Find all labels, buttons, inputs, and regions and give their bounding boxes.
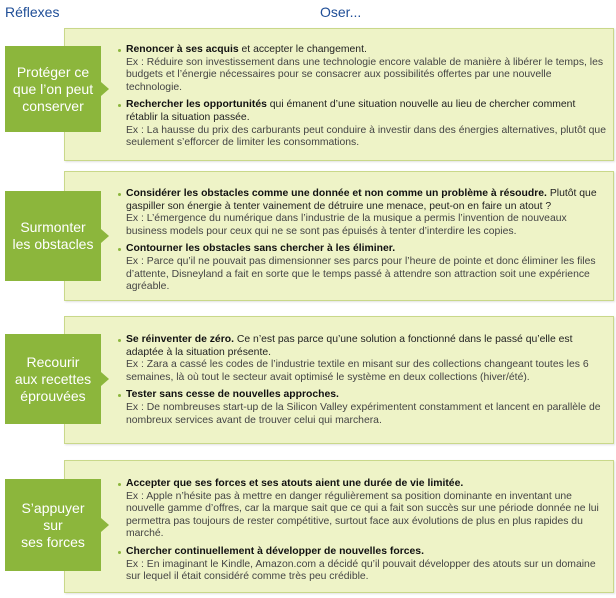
bullet-icon <box>118 483 121 486</box>
action-item <box>118 243 608 293</box>
action-example: Ex : Zara a cassé les codes de l’industrie textile en misant sur des collections changeant toutes les 6 semaines, là où tout le secteur avait optimisé le système en deux collections (hiver/été). <box>126 359 589 383</box>
action-item <box>118 546 608 584</box>
action-item <box>118 478 608 541</box>
bullet-icon <box>118 551 121 554</box>
action-example: Ex : La hausse du prix des carburants peut conduire à investir dans des énergies alternatives, plutôt que seulement s’efforcer de limiter les consommations. <box>126 124 606 149</box>
header-oser: Oser... <box>320 4 362 20</box>
action-text: Ce n’est pas parce qu’une solution a fonctionné dans le passé qu’elle est adaptée à la situation présente. <box>126 334 573 358</box>
action-title: Accepter que ses forces et ses atouts aient une durée de vie limitée. <box>126 478 464 489</box>
bullet-icon <box>118 248 121 251</box>
action-title: Contourner les obstacles sans chercher à les éliminer. <box>126 243 396 255</box>
reflex-label-line: Protéger ce <box>16 63 90 80</box>
reflex-label-line: Surmonter <box>20 219 86 235</box>
row-proteger <box>0 28 616 161</box>
action-item <box>118 389 608 427</box>
bullet-icon <box>118 339 121 342</box>
action-text: qui émanent d’une situation nouvelle au lieu de chercher comment rétablir la situation passée. <box>126 99 576 123</box>
action-list <box>118 334 608 432</box>
badge-arrow <box>101 229 109 243</box>
reflex-label-line: que l’on peut <box>12 80 94 97</box>
action-example: Ex : L’émergence du numérique dans l’industrie de la musique a permis l’invention de nouveaux business models pour ceux qui ne se sont pas épuisés à tenter d’interdire les copies. <box>126 213 567 237</box>
reflex-label-line: conserver <box>22 97 84 114</box>
action-item <box>118 334 608 384</box>
action-list <box>118 188 608 299</box>
action-text: et accepter le changement. <box>238 44 367 55</box>
bullet-icon <box>118 193 121 196</box>
reflex-label-line: S’appuyer sur <box>21 499 85 533</box>
action-example: Ex : Réduire son investissement dans une technologie encore valable de manière à libérer le temps, les budgets et l’énergie nécessaires pour se consacrer aux possibilités offertes par une nouvelle technologie. <box>126 56 604 93</box>
reflex-label-line: Recourir <box>26 353 80 370</box>
action-title: Renoncer à ses acquis <box>126 44 239 55</box>
badge-arrow <box>101 82 109 96</box>
bullet-icon <box>118 104 121 107</box>
action-text: Plutôt que gaspiller son énergie à tenter vainement de détruire une menace, peut-on en faire un atout ? <box>126 188 597 212</box>
action-example: Ex : En imaginant le Kindle, Amazon.com a décidé qu’il pouvait développer des atouts sur un domaine sur lequel il était considéré comme très peu crédible. <box>126 558 596 583</box>
reflex-badge <box>5 479 101 571</box>
bullet-icon <box>118 49 121 52</box>
reflex-badge <box>5 191 101 281</box>
row-surmonter <box>0 171 616 301</box>
action-title: Considérer les obstacles comme une donnée et non comme un problème à résoudre. <box>126 188 547 199</box>
row-sappuyer <box>0 460 616 593</box>
reflex-label-line: ses forces <box>21 533 85 550</box>
reflex-badge <box>5 46 101 132</box>
action-title: Tester sans cesse de nouvelles approches. <box>126 389 339 401</box>
bullet-icon <box>118 394 121 397</box>
action-list <box>118 478 608 589</box>
action-list <box>118 44 608 155</box>
action-example: Ex : Apple n’hésite pas à mettre en danger régulièrement sa position dominante en inventant une nouvelle gamme d’offres, car la marque sait que ce qui a fait son succès sur une période donnée ne lui permettra pas toujours de rester compétitive, surtout face aux évolutions de plus en plus rapides du marché. <box>126 490 599 540</box>
action-item <box>118 44 608 94</box>
row-recourir <box>0 316 616 444</box>
reflex-label-line: éprouvées <box>20 387 86 404</box>
reflex-label-line: les obstacles <box>12 236 94 252</box>
action-item <box>118 188 608 238</box>
action-title: Rechercher les opportunités <box>126 99 267 111</box>
reflex-badge <box>5 334 101 424</box>
action-example: Ex : Parce qu’il ne pouvait pas dimensionner ses parcs pour l’heure de pointe et donc éliminer les files d’attente, Disneyland a fait en sorte que le temps passé à attendre son attraction soit une expérience agréable. <box>126 255 596 293</box>
reflex-label-line: aux recettes <box>14 370 92 387</box>
action-item <box>118 99 608 149</box>
action-title: Chercher continuellement à développer de nouvelles forces. <box>126 545 424 557</box>
action-example: Ex : De nombreuses start-up de la Silicon Valley expérimentent constamment et lancent en parallèle de nombreux services avant de trouver celui qui marchera. <box>126 401 601 426</box>
header-reflexes: Réflexes <box>5 4 60 20</box>
badge-arrow <box>101 372 109 386</box>
action-title: Se réinventer de zéro. <box>126 334 234 345</box>
badge-arrow <box>101 518 109 532</box>
